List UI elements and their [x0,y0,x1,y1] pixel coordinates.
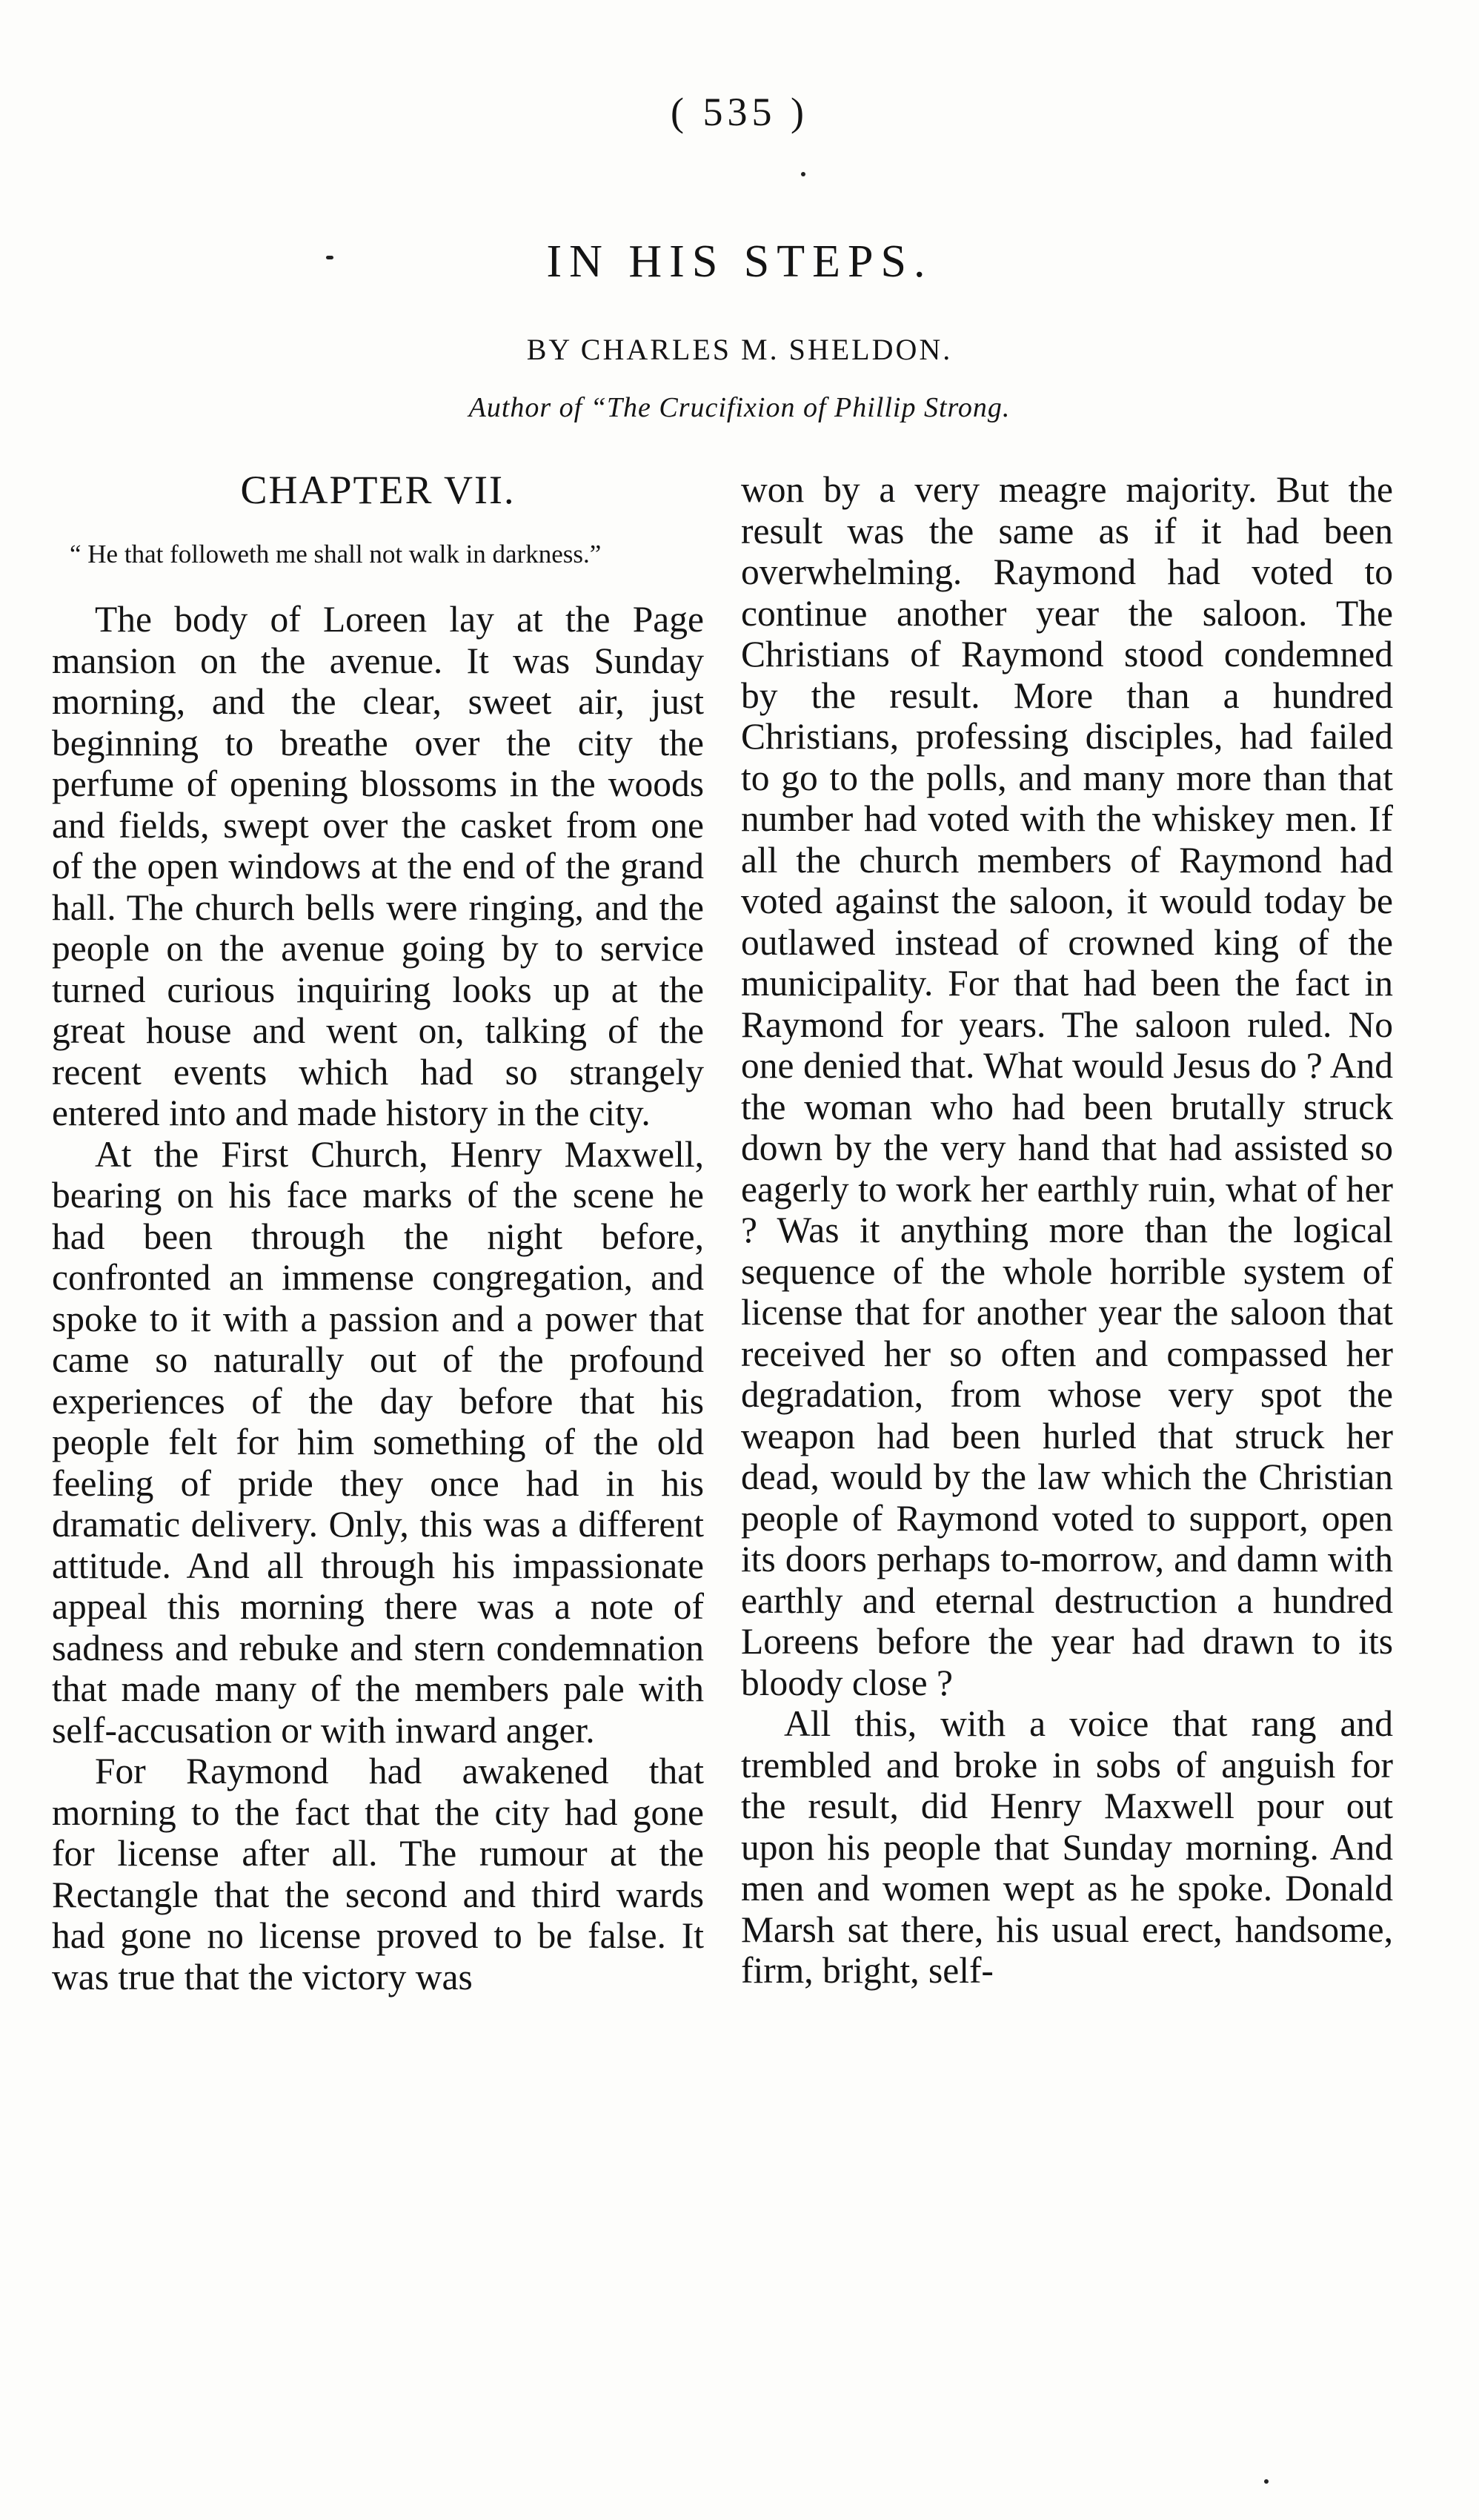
right-column [741,469,1393,1992]
article-title: IN HIS STEPS. [546,236,933,287]
chapter-heading: CHAPTER VII. [240,468,516,512]
author-note: Author of “The Crucifixion of Phillip Strong. [468,392,1011,423]
epigraph: “ He that followeth me shall not walk in darkness.” [70,540,602,568]
paragraph: All this, with a voice that rang and trembled and broke in sobs of anguish for the result, did Henry Maxwell pour out upon his people that Sunday morning. And men and women wept as he spoke. Donald Marsh sat there, his usual erect, handsome, firm, bright, self- [741,1703,1393,1991]
print-speck [1264,2479,1269,2484]
paragraph: For Raymond had awakened that morning to the fact that the city had gone for license after all. The rumour at the Rectangle that the second and third wards had gone no license proved to be false. It was true that the victory was [52,1751,704,1997]
print-speck [801,172,805,176]
paragraph-continued: won by a very meagre majority. But the result was the same as if it had been overwhelming. Raymond had voted to continue another year the saloon. The Christians of Raymond stood condemned by the result. More than a hundred Christians, professing disciples, had failed to go to the polls, and many more than that number had voted with the whiskey men. If all the church members of Raymond had voted against the saloon, it would today be outlawed instead of crowned king of the municipality. For that had been the fact in Raymond for years. The saloon ruled. No one denied that. What would Jesus do ? And the woman who had been brutally struck down by the very hand that had assisted so eagerly to work her earthly ruin, what of her ? Was it anything more than the logical sequence of the whole horrible system of license that for another year the saloon that received her so often and compassed her degradation, from whose very spot the weapon had been hurled that struck her dead, would by the law which the Christian people of Raymond voted to support, open its doors perhaps to-morrow, and damn with earthly and eternal destruction a hundred Loreens before the year had drawn to its bloody close ? [741,469,1393,1703]
left-column [52,467,704,1997]
paragraph: At the First Church, Henry Maxwell, bearing on his face marks of the scene he had been through the night before, confronted an immense congregation, and spoke to it with a passion and a power that came so naturally out of the profound experiences of the day before that his people felt for him something of the old feeling of pride they once had in his dramatic delivery. Only, this was a different attitude. And all through his impassionate appeal this morning there was a note of sadness and rebuke and stern condemnation that made many of the members pale with self-accusation or with inward anger. [52,1133,704,1751]
byline: BY CHARLES M. SHELDON. [526,333,953,366]
page-number: ( 535 ) [671,90,808,134]
paragraph: The body of Loreen lay at the Page mansion on the avenue. It was Sunday morning, and the clear, sweet air, just beginning to breathe over the city the perfume of opening blossoms in the woods and fields, swept over the casket from one of the open windows at the end of the grand hall. The church bells were ringing, and the people on the avenue going by to service turned curious inquiring looks up at the great house and went on, talking of the recent events which had so strangely entered into and made history in the city. [52,599,704,1133]
